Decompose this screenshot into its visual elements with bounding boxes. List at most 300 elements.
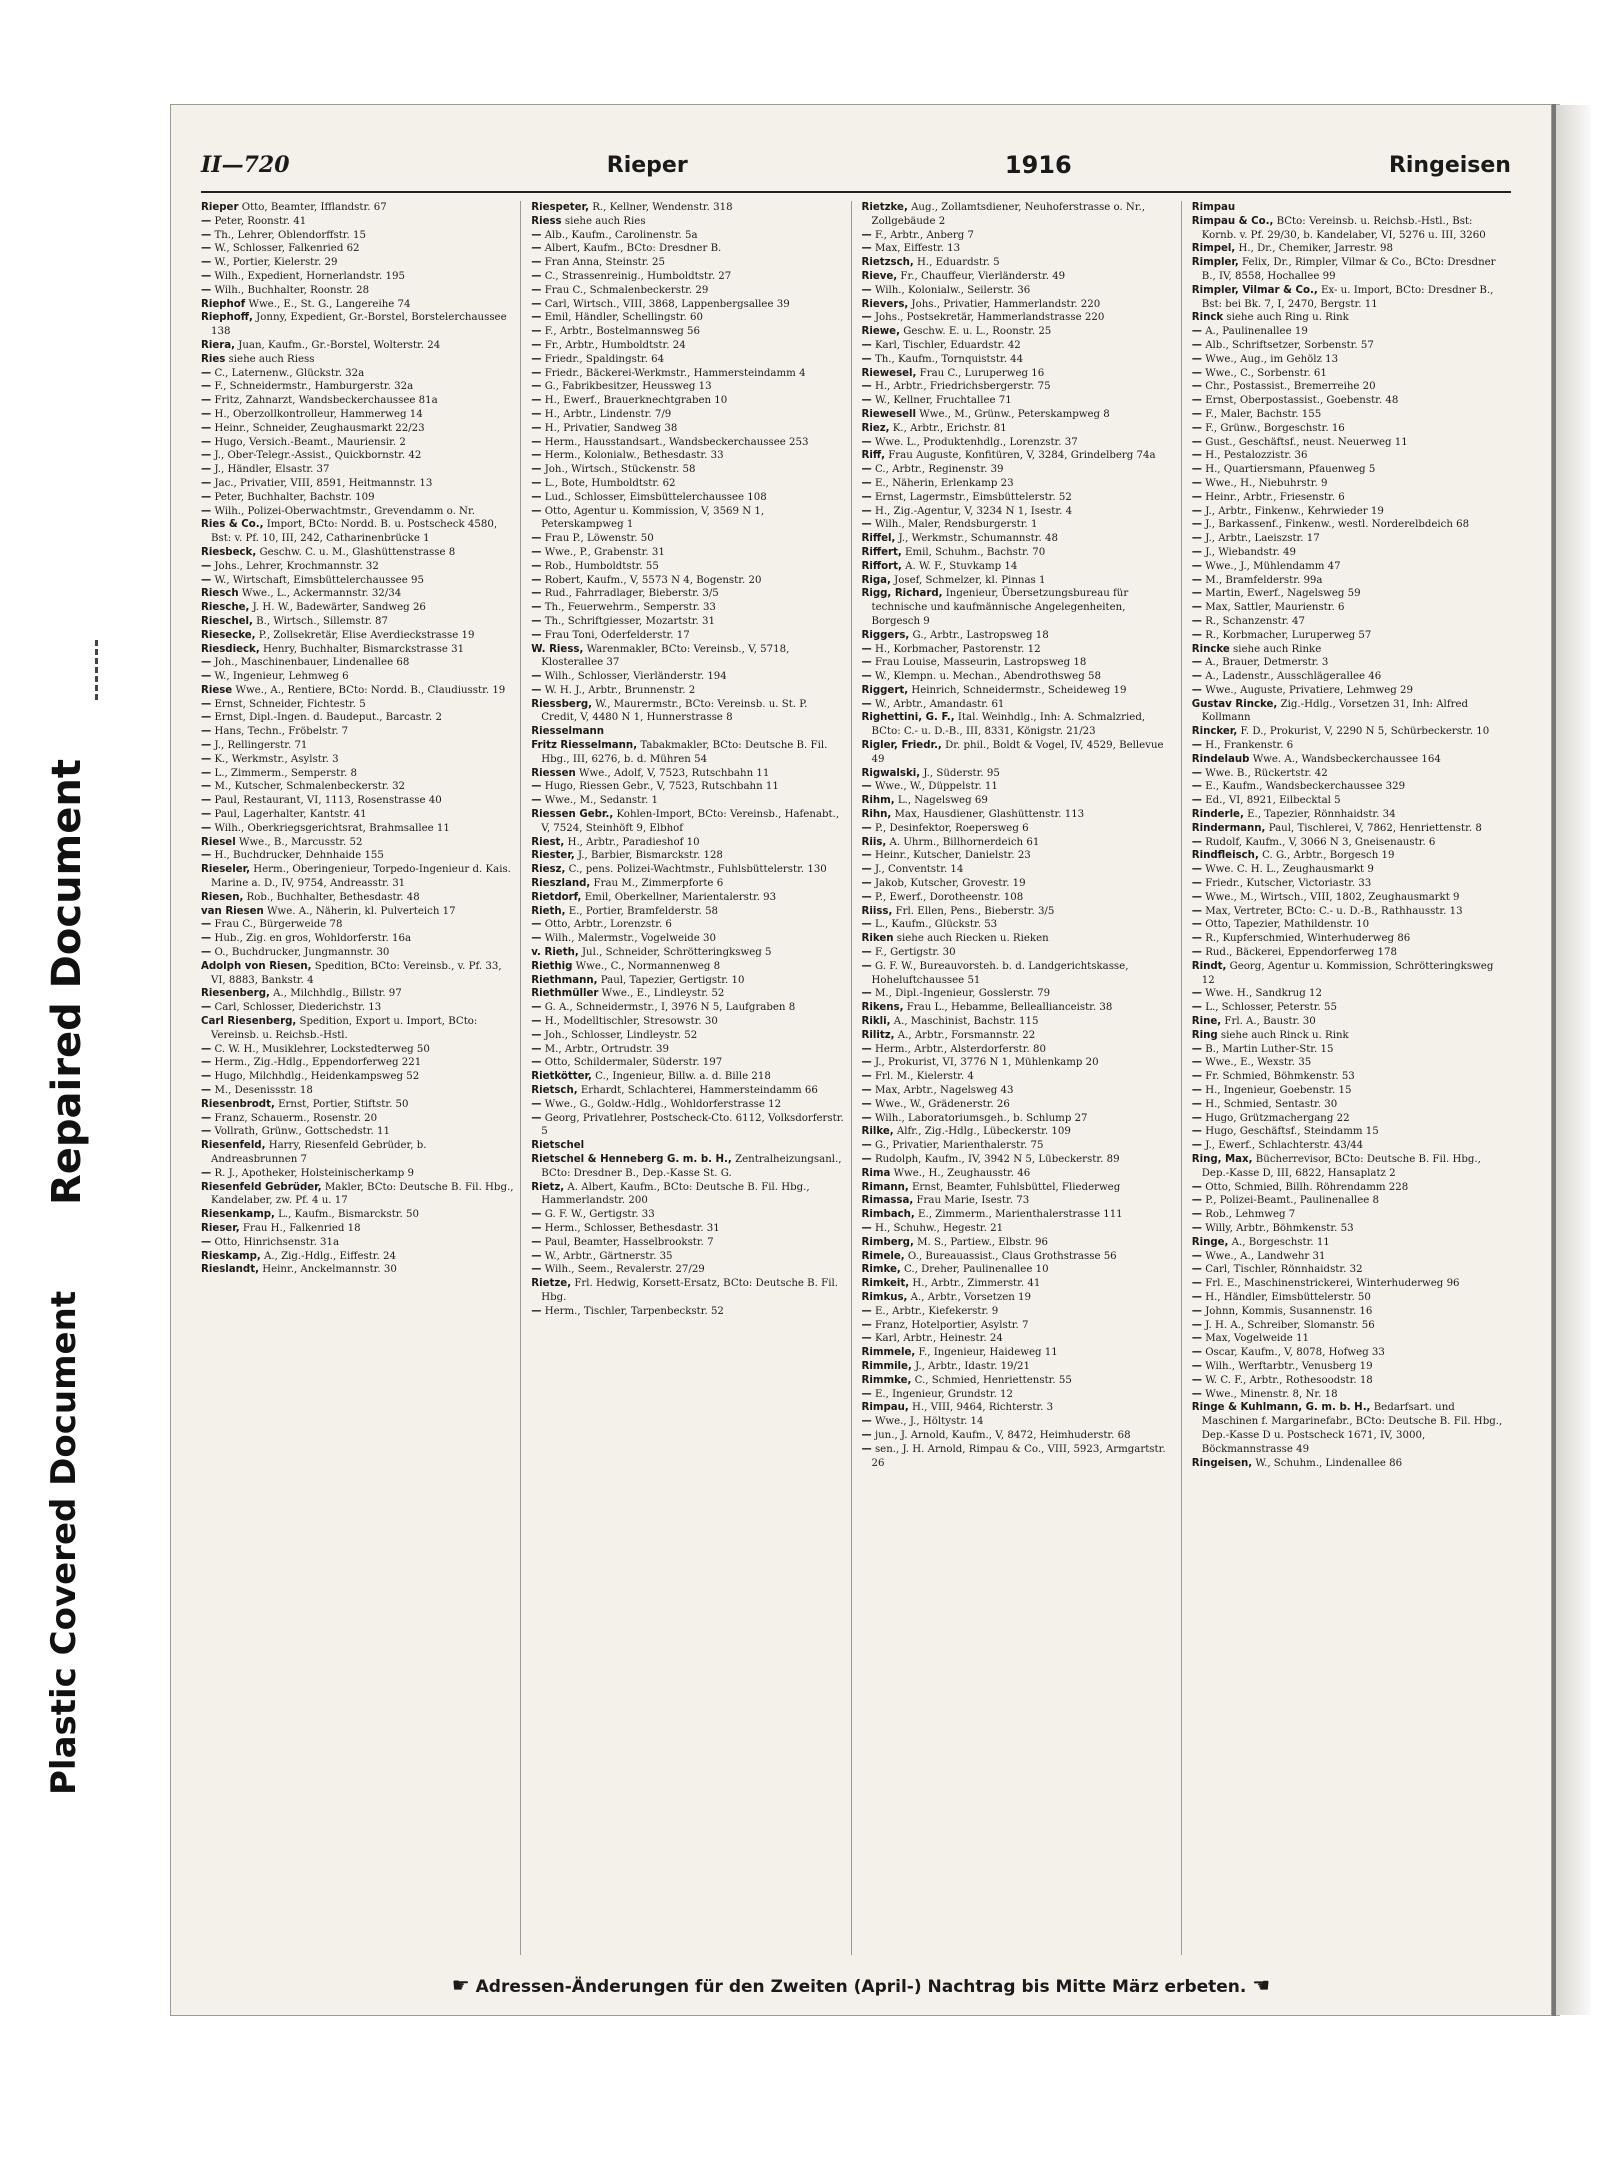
directory-entry [531,794,844,808]
entry-details: Martin, Ewerf., Nagelsweg 59 [1205,588,1361,600]
entry-details: Herm., Zig.-Hdlg., Eppendorferweg 221 [214,1057,422,1069]
directory-entry [1192,436,1505,450]
entry-name: Rietzke, [861,202,908,213]
directory-entry [1192,242,1505,256]
entry-details: Zentralheizungsanl., BCto: Dresdner B., Dep.-Kasse St. G. [541,1153,842,1179]
entry-details: J., Barbier, Bismarckstr. 128 [577,850,723,862]
entry-details: J., Händler, Elsastr. 37 [214,464,330,476]
entry-name: — [531,795,542,807]
directory-entry [862,684,1175,698]
entry-name: — [201,229,212,241]
directory-entry [201,491,514,505]
entry-details: L., Nagelsweg 69 [897,795,988,807]
entry-name: Riera, [201,339,236,351]
entry-details: Felix, Dr., Rimpler, Vilmar & Co., BCto: Dresdner B., IV, 8558, Hochallee 99 [1201,257,1496,282]
entry-details: Otto, Agentur u. Kommission, V, 3569 N 1, Peterskampweg 1 [541,505,765,531]
entry-name: — [861,229,872,241]
entry-details: Otto, Schmied, Billh. Röhrendamm 228 [1205,1181,1409,1193]
directory-entry [862,643,1175,657]
entry-name: — [201,726,212,738]
entry-details: Fran Anna, Steinstr. 25 [544,257,665,269]
entry-details: A. W. F., Stuvkamp 14 [905,560,1018,572]
entry-details: Heinr., Anckelmannstr. 30 [262,1264,397,1276]
entry-details: Import, BCto: Nordd. B. u. Postscheck 4580, Bst: v. Pf. 10, III, 242, Catharinenbrücke 1 [211,519,498,545]
entry-name: — [531,505,542,517]
entry-name: — [1191,353,1202,365]
entry-name: — [201,505,212,517]
entry-name: — [861,312,872,324]
entry-details: J., Conventstr. 14 [874,864,964,876]
entry-name: Riethmüller [531,988,599,1000]
entry-name: — [531,1002,542,1014]
entry-details: P., Polizei-Beamt., Paulinenallee 8 [1205,1195,1380,1207]
directory-entry [862,1029,1175,1043]
entry-name: Rietdorf, [531,891,582,903]
directory-entry [531,229,844,243]
entry-name: — [1191,1250,1202,1262]
entry-details: W., Arbtr., Amandastr. 61 [874,698,1005,710]
entry-details: C., Schmied, Henriettenstr. 55 [914,1374,1072,1386]
directory-entry [862,877,1175,891]
entry-details: K., Arbtr., Erichstr. 81 [892,422,1007,434]
entry-details: Wwe. C. H. L., Zeughausmarkt 9 [1205,864,1374,876]
entry-details: E., Zimmerm., Marienthalerstrasse 111 [918,1209,1123,1221]
directory-entry [201,808,514,822]
entry-details: Karl, Arbtr., Heinestr. 24 [874,1333,1003,1345]
directory-entry [862,1263,1175,1277]
entry-details: Frl. Ellen, Pens., Bieberstr. 3/5 [895,905,1055,917]
entry-name: — [531,381,542,393]
entry-details: Frl. Hedwig, Korsett-Ersatz, BCto: Deutsche B. Fil. Hbg. [541,1278,838,1303]
directory-entry [531,256,844,270]
entry-details: Rud., Bäckerei, Eppendorferweg 178 [1205,947,1397,959]
entry-name: Riff, [861,450,885,462]
entry-name: Riephoff, [201,312,253,324]
entry-name: — [531,560,542,572]
entry-name: — [201,657,212,669]
entry-name: — [861,919,872,931]
entry-name: — [531,298,542,310]
directory-entry [531,242,844,256]
entry-name: — [1191,836,1202,848]
entry-name: Riessen Gebr., [531,809,614,821]
entry-name: Ringeisen, [1191,1457,1253,1469]
entry-details: siehe auch Rinck u. Rink [1220,1029,1349,1041]
directory-entry [531,201,844,215]
entry-name: — [1191,381,1202,393]
entry-details: Peter, Buchhalter, Bachstr. 109 [214,491,375,503]
directory-entry [1192,808,1505,822]
entry-name: — [861,464,872,476]
entry-details: Johs., Privatier, Hammerlandstr. 220 [911,298,1101,310]
plastic-covered-document-label: Plastic Covered Document [44,1290,84,1795]
entry-name: — [1191,933,1202,945]
directory-entry [862,1388,1175,1402]
directory-entry [201,1125,514,1139]
entry-name: — [1191,1195,1202,1207]
entry-name: — [201,243,212,255]
entry-name: — [531,574,542,586]
entry-name: Rigg, Richard, [861,588,943,600]
entry-name: — [1191,795,1202,807]
entry-name: — [531,1236,542,1248]
entry-details: Karl, Tischler, Eduardstr. 42 [874,339,1021,351]
entry-details: Frau Auguste, Konfitüren, V, 3284, Grindelberg 74a [888,450,1156,462]
entry-details: J. H. W., Badewärter, Sandweg 26 [252,602,426,614]
header-year: 1916 [1004,151,1072,179]
directory-entry [1192,394,1505,408]
directory-entry [201,684,514,698]
entry-name: — [861,1098,872,1110]
directory-entry [1192,1277,1505,1291]
directory-entry [862,229,1175,243]
directory-entry [862,353,1175,367]
directory-entry [862,256,1175,270]
directory-entry [201,546,514,560]
entry-details: Wilh., Seem., Revalerstr. 27/29 [544,1264,705,1276]
entry-details: Hub., Zig. en gros, Wohldorferstr. 16a [214,933,412,945]
entry-name: — [1191,1112,1202,1124]
entry-name: Riest, [531,836,565,848]
entry-details: Paul, Tapezier, Gertigstr. 10 [600,974,745,986]
directory-entry [531,325,844,339]
entry-name: — [861,1333,872,1345]
directory-entry [862,1277,1175,1291]
directory-entry [201,1208,514,1222]
entry-name: — [201,367,212,379]
header-first-word: Rieper [606,152,688,178]
entry-details: H., Ewerf., Brauerknechtgraben 10 [544,395,728,407]
entry-details: J., Arbtr., Finkenw., Kehrwieder 19 [1205,505,1384,517]
directory-entry [531,1043,844,1057]
entry-name: — [531,919,542,931]
directory-entry [1192,574,1505,588]
directory-entry [531,298,844,312]
entry-name: — [861,284,872,296]
entry-name: Gustav Rincke, [1191,698,1278,710]
directory-entry [201,560,514,574]
entry-name: — [531,1112,542,1124]
entry-name: — [201,284,212,296]
directory-entry [862,1429,1175,1443]
entry-details: M., Desenissstr. 18 [214,1085,313,1096]
entry-name: — [861,381,872,393]
directory-entry [862,1305,1175,1319]
entry-name: Righettini, G. F., [861,712,955,724]
entry-details: Frau Toni, Oderfelderstr. 17 [544,629,690,641]
directory-entry [1192,1139,1505,1153]
directory-entry [531,1236,844,1250]
entry-name: — [861,960,872,972]
entry-details: M., Kutscher, Schmalenbeckerstr. 32 [214,781,406,793]
directory-entry [1192,987,1505,1001]
entry-details: Frau P., Löwenstr. 50 [544,533,654,545]
entry-name: Riessen [531,767,576,779]
directory-entry [201,242,514,256]
directory-entry [201,863,514,891]
entry-details: Johs., Postsekretär, Hammerlandstrasse 220 [874,312,1105,324]
entry-details: Joh., Schlosser, Lindleystr. 52 [544,1029,698,1041]
directory-entry [1192,1291,1505,1305]
header-rule [201,191,1511,193]
directory-entry [1192,1360,1505,1374]
directory-entry [1192,601,1505,615]
entry-details: Hugo, Geschäftsf., Steindamm 15 [1205,1126,1379,1138]
directory-entry [201,298,514,312]
entry-name: — [1191,1043,1202,1055]
entry-details: Heinr., Schneider, Zeughausmarkt 22/23 [214,422,425,434]
directory-entry [531,960,844,974]
entry-name: — [531,367,542,379]
entry-name: — [861,1057,872,1069]
entry-name: Rietkötter, [531,1071,592,1083]
entry-details: Wwe., W., Düppelstr. 11 [874,781,998,793]
directory-entry [862,1401,1175,1415]
directory-entry [201,1263,514,1277]
entry-name: Riesecke, [201,629,256,641]
directory-entry [1192,1374,1505,1388]
entry-name: Riesen, [201,891,244,903]
directory-entry [1192,546,1505,560]
entry-details: Frau C., Luruperweg 16 [919,367,1045,379]
directory-entry [862,670,1175,684]
directory-entry [531,629,844,643]
entry-details: J., Prokurist, VI, 3776 N 1, Mühlenkamp 20 [874,1057,1099,1069]
entry-details: Frau C., Bürgerweide 78 [214,919,343,931]
entry-name: — [201,919,212,931]
entry-details: Frau H., Falkenried 18 [242,1222,361,1234]
entry-name: Riesdieck, [201,643,260,655]
entry-name: Rieslandt, [201,1264,259,1276]
entry-details: Heinrich, Schneidermstr., Scheideweg 19 [911,684,1127,696]
directory-entry [1192,1029,1505,1043]
entry-name: — [861,1429,872,1441]
entry-name: — [201,1236,212,1248]
entry-details: R., Korbmacher, Luruperweg 57 [1205,629,1372,641]
entry-name: — [861,1443,872,1455]
entry-details: Ernst, Beamter, Fuhlsbüttel, Fliederweg [911,1181,1121,1193]
entry-details: F., Grünw., Borgeschstr. 16 [1205,422,1345,434]
entry-details: Frau Marie, Isestr. 73 [916,1195,1030,1207]
entry-details: Max, Arbtr., Nagelsweg 43 [874,1085,1014,1096]
entry-details: Frl. A., Baustr. 30 [1224,1016,1316,1028]
entry-name: — [531,257,542,269]
directory-entry [1192,215,1505,243]
entry-details: J., Arbtr., Idastr. 19/21 [915,1360,1030,1372]
entry-name: Rieseler, [201,864,251,876]
directory-entry [201,574,514,588]
directory-entry [862,905,1175,919]
entry-details: Ed., VI, 8921, Eilbecktal 5 [1205,795,1341,807]
entry-details: sen., J. H. Arnold, Rimpau & Co., VIII, 5923, Armgartstr. 26 [871,1443,1166,1469]
entry-details: siehe auch Ries [564,215,646,227]
entry-name: Rieve, [861,270,898,282]
entry-name: — [201,698,212,710]
directory-entry [531,932,844,946]
entry-details: H., Zig.-Agentur, V, 3234 N 1, Isestr. 4 [874,505,1073,517]
entry-name: — [201,933,212,945]
entry-name: van Riesen [201,905,264,917]
entry-name: — [201,574,212,586]
entry-name: Riessberg, [531,698,593,710]
directory-entry [862,532,1175,546]
entry-details: J. H. A., Schreiber, Slomanstr. 56 [1205,1319,1375,1331]
directory-entry [862,1098,1175,1112]
directory-entry [531,270,844,284]
entry-name: Rieskamp, [201,1250,261,1262]
entry-details: G., Fabrikbesitzer, Heussweg 13 [544,381,712,393]
entry-details: H., VIII, 9464, Richterstr. 3 [912,1402,1054,1414]
entry-name: — [1191,919,1202,931]
directory-entry [862,477,1175,491]
directory-entry [531,1070,844,1084]
directory-entry [201,905,514,919]
directory-entry [531,339,844,353]
entry-details: J., Ewerf., Schlachterstr. 43/44 [1205,1140,1364,1152]
entry-details: Wilh., Maler, Rendsburgerstr. 1 [874,519,1038,531]
entry-details: Wilh., Oberkriegsgerichtsrat, Brahmsallee 11 [214,822,450,834]
entry-details: Wwe., J., Mühlendamm 47 [1205,560,1341,572]
entry-name: — [201,560,212,572]
entry-name: — [861,243,872,255]
entry-name: Carl Riesenberg, [201,1016,297,1028]
entry-name: Rimpau & Co., [1191,215,1274,227]
directory-entry [201,711,514,725]
entry-name: Rimberg, [861,1236,914,1248]
entry-details: siehe auch Riecken u. Rieken [896,933,1049,945]
entry-name: Rimann, [861,1181,909,1193]
entry-details: J., Rellingerstr. 71 [214,740,308,752]
entry-details: Ernst, Portier, Stiftstr. 50 [278,1098,409,1110]
entry-details: Georg, Privatlehrer, Postscheck-Cto. 6112, Volksdorferstr. 5 [541,1112,844,1138]
directory-entry [862,1194,1175,1208]
entry-name: Riese [201,684,233,696]
entry-name: — [531,477,542,489]
entry-details: H., Ingenieur, Goebenstr. 15 [1205,1085,1352,1096]
entry-name: — [861,491,872,503]
entry-name: — [1191,878,1202,890]
directory-entry [531,380,844,394]
directory-entry [531,918,844,932]
entry-name: — [1191,781,1202,793]
directory-entry [201,836,514,850]
entry-name: — [531,1029,542,1041]
entry-details: E., Ingenieur, Grundstr. 12 [874,1388,1014,1400]
entry-details: Zig.-Hdlg., Vorsetzen 31, Inh: Alfred Kollmann [1201,698,1469,724]
directory-entry [201,229,514,243]
entry-name: — [201,1071,212,1083]
directory-entry [531,974,844,988]
entry-details: R., Kellner, Wendenstr. 318 [592,202,733,213]
entry-name: Riken [861,933,894,945]
directory-entry [1192,849,1505,863]
directory-entry [201,339,514,353]
entry-name: — [861,822,872,834]
directory-entry [862,325,1175,339]
entry-details: L., Kaufm., Glückstr. 53 [874,919,998,931]
page-header [201,145,1511,185]
directory-entry [1192,1346,1505,1360]
entry-name: — [201,1112,212,1124]
entry-name: — [531,270,542,282]
entry-name: — [861,1319,872,1331]
entry-name: Rimkeit, [861,1278,910,1290]
entry-details: Geschw. E. u. L., Roonstr. 25 [903,326,1052,338]
entry-details: Geschw. C. u. M., Glashüttenstrasse 8 [259,546,456,558]
entry-details: Wwe., C., Sorbenstr. 61 [1205,367,1327,379]
directory-entry [862,1112,1175,1126]
entry-name: — [1191,1071,1202,1083]
entry-details: W. H. J., Arbtr., Brunnenstr. 2 [544,684,696,696]
entry-details: E., Kaufm., Wandsbeckerchaussee 329 [1205,781,1406,793]
entry-name: — [861,947,872,959]
directory-entry [201,1236,514,1250]
entry-details: Wwe., Minenstr. 8, Nr. 18 [1205,1388,1338,1400]
directory-entry [201,987,514,1001]
entry-details: jun., J. Arnold, Kaufm., V, 8472, Heimhuderstr. 68 [874,1429,1131,1441]
entry-details: P., Desinfektor, Roepersweg 6 [874,822,1029,834]
entry-details: Peter, Roonstr. 41 [214,215,307,227]
entry-details: O., Buchdrucker, Jungmannstr. 30 [214,947,390,959]
entry-details: Jakob, Kutscher, Grovestr. 19 [874,878,1026,890]
directory-entry [531,1250,844,1264]
entry-name: — [201,753,212,765]
entry-details: Emil, Oberkellner, Marientalerstr. 93 [584,891,777,903]
entry-name: — [201,822,212,834]
entry-details: Otto, Arbtr., Lorenzstr. 6 [544,919,672,931]
directory-entry [531,877,844,891]
entry-name: — [531,408,542,420]
entry-details: Max, Vogelweide 11 [1205,1333,1310,1345]
entry-details: Wwe. L., Produktenhdlg., Lorenzstr. 37 [874,436,1078,448]
entry-name: — [1191,395,1202,407]
divider-dashes [95,640,101,700]
entry-name: Riggert, [861,684,909,696]
entry-name: Riesz, [531,864,566,876]
directory-entry [1192,615,1505,629]
entry-details: Frau Louise, Masseurin, Lastropsweg 18 [874,657,1087,669]
entry-name: — [861,988,872,1000]
entry-details: siehe auch Rinke [1233,643,1322,655]
entry-name: Rieschel, [201,615,253,627]
entry-name: Rilke, [861,1126,894,1138]
entry-details: Albert, Kaufm., BCto: Dresdner B. [544,243,722,255]
entry-name: Rimmele, [861,1347,916,1359]
entry-details: Otto, Beamter, Ifflandstr. 67 [241,202,387,213]
directory-entry [1192,560,1505,574]
directory-entry [531,491,844,505]
entry-details: Franz, Schauerm., Rosenstr. 20 [214,1112,378,1124]
entry-details: B., Wirtsch., Sillemstr. 87 [256,615,389,627]
directory-entry [201,463,514,477]
directory-entry [862,1443,1175,1471]
directory-entry [201,380,514,394]
entry-name: — [531,933,542,945]
entry-details: C., Strassenreinig., Humboldtstr. 27 [544,270,732,282]
entry-details: Wwe., E., Wexstr. 35 [1205,1057,1312,1069]
directory-entry [1192,325,1505,339]
directory-entry [862,463,1175,477]
directory-entry [1192,380,1505,394]
entry-details: Makler, BCto: Deutsche B. Fil. Hbg., Kandelaber, zw. Pf. 4 u. 17 [211,1181,514,1207]
entry-name: Rieszland, [531,878,591,890]
directory-entry [201,932,514,946]
directory-entry [201,794,514,808]
directory-entry [1192,822,1505,836]
directory-entry [1192,491,1505,505]
entry-name: — [201,781,212,793]
directory-entry [1192,643,1505,657]
